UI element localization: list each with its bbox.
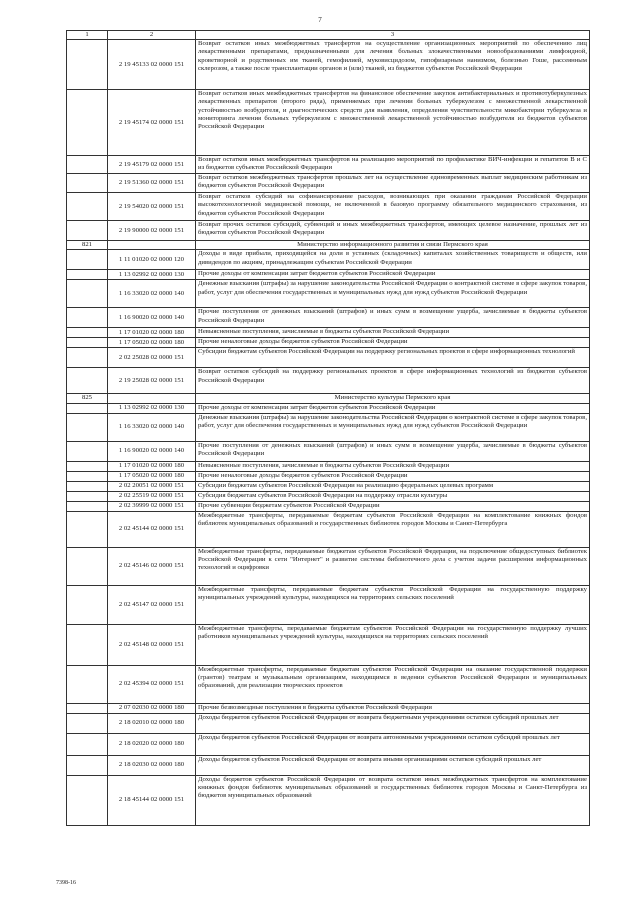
revenue-description-cell: Возврат остатков иных межбюджетных трансфертов на осуществление организационных мероприятий по обеспечению лиц лекарственными препаратами, предназначенными для лечения больных злокачественными новообразованиями лимфоидной, кроветворной и родственных им тканей, гемофилией, муковисцидозом, гипофизарным нанизмом, болезнью Гоше, рассеянным склерозом, а также после трансплантации органов и (или) тканей, из бюджетов субъектов Российской Федерации	[196, 40, 590, 90]
empty-cell	[67, 481, 108, 491]
revenue-description-cell: Невыясненные поступления, зачисляемые в бюджеты субъектов Российской Федерации	[196, 461, 590, 471]
empty-cell	[67, 413, 108, 441]
budget-code-cell: 2 19 51360 02 0000 151	[108, 174, 196, 193]
table-row	[67, 501, 590, 511]
table-row	[67, 221, 590, 241]
ministry-name-cell: Министерство культуры Пермского края	[196, 394, 590, 403]
empty-cell	[67, 491, 108, 501]
revenue-description-cell: Денежные взыскания (штрафы) за нарушение законодательства Российской Федерации о контрактной системе в сфере закупок товаров, работ, услуг для обеспечения государственных и муниципальных нужд для нужд субъектов Российской Федерации	[196, 413, 590, 441]
budget-code-cell: 2 02 45146 02 0000 151	[108, 547, 196, 585]
empty-cell	[108, 241, 196, 250]
revenue-description-cell: Межбюджетные трансферты, передаваемые бюджетам субъектов Российской Федерации на государственную поддержку муниципальных учреждений культуры, находящихся на территориях сельских поселений	[196, 585, 590, 624]
table-row	[67, 441, 590, 461]
table-row	[67, 471, 590, 481]
budget-code-cell: 1 13 02992 02 0000 130	[108, 270, 196, 280]
revenue-description-cell: Доходы бюджетов субъектов Российской Федерации от возврата бюджетными учреждениями остатков субсидий прошлых лет	[196, 713, 590, 733]
revenue-description-cell: Межбюджетные трансферты, передаваемые бюджетам субъектов Российской Федерации на оказание государственной поддержки (грантов) театрам и музыкальным организациям, находящимся в ведении субъектов Российской Федерации и муниципальных образований, для реализации творческих проектов	[196, 665, 590, 703]
page-number: 7	[318, 16, 322, 24]
table-row	[67, 624, 590, 665]
empty-cell	[67, 368, 108, 394]
budget-code-cell: 2 07 02030 02 0000 180	[108, 703, 196, 713]
empty-cell	[67, 441, 108, 461]
budget-code-cell: 1 11 01020 02 0000 120	[108, 250, 196, 270]
budget-code-cell: 2 18 02030 02 0000 180	[108, 755, 196, 775]
ministry-code-cell: 825	[67, 394, 108, 403]
revenue-description-cell: Межбюджетные трансферты, передаваемые бюджетам субъектов Российской Федерации, на подключение общедоступных библиотек Российской Федерации к сети "Интернет" и развитие системы библиотечного дела с учетом задачи расширения информационных технологий и оцифровки	[196, 547, 590, 585]
revenue-description-cell: Субсидии бюджетам субъектов Российской Федерации на реализацию федеральных целевых программ	[196, 481, 590, 491]
revenue-description-cell: Субсидия бюджетам субъектов Российской Федерации на поддержку отрасли культуры	[196, 491, 590, 501]
budget-code-cell: 2 19 45133 02 0000 151	[108, 40, 196, 90]
empty-cell	[67, 40, 108, 90]
section-header-row	[67, 241, 590, 250]
revenue-description-cell: Денежные взыскания (штрафы) за нарушение законодательства Российской Федерации о контрактной системе в сфере закупок товаров, работ, услуг для обеспечения государственных и муниципальных нужд для нужд субъектов Российской Федерации	[196, 280, 590, 308]
empty-cell	[67, 585, 108, 624]
budget-code-cell: 2 19 90000 02 0000 151	[108, 221, 196, 241]
empty-cell	[67, 221, 108, 241]
table-row	[67, 308, 590, 328]
revenue-description-cell: Прочие доходы от компенсации затрат бюджетов субъектов Российской Федерации	[196, 270, 590, 280]
table-row	[67, 174, 590, 193]
table-body	[67, 31, 590, 826]
budget-code-cell: 2 18 45144 02 0000 151	[108, 775, 196, 825]
budget-code-cell: 2 18 02010 02 0000 180	[108, 713, 196, 733]
empty-cell	[67, 90, 108, 156]
empty-cell	[67, 308, 108, 328]
revenue-description-cell: Доходы бюджетов субъектов Российской Федерации от возврата автономными учреждениями остатков субсидий прошлых лет	[196, 733, 590, 755]
empty-cell	[67, 501, 108, 511]
empty-cell	[67, 174, 108, 193]
table-row	[67, 338, 590, 348]
budget-code-cell: 2 19 54020 02 0000 151	[108, 193, 196, 221]
table-row	[67, 481, 590, 491]
column-header-2: 2	[108, 31, 196, 40]
empty-cell	[67, 156, 108, 174]
ministry-name-cell: Министерство информационного развития и связи Пермского края	[196, 241, 590, 250]
table-row	[67, 665, 590, 703]
revenue-description-cell: Субсидии бюджетам субъектов Российской Федерации на поддержку региональных проектов в сфере информационных технологий	[196, 348, 590, 368]
section-header-row	[67, 394, 590, 403]
table-row	[67, 156, 590, 174]
table-row	[67, 461, 590, 471]
revenue-description-cell: Межбюджетные трансферты, передаваемые бюджетам субъектов Российской Федерации на комплектование книжных фондов библиотек муниципальных образований и государственных библиотек городов Москвы и Санкт-Петербурга	[196, 511, 590, 547]
budget-code-cell: 2 02 25028 02 0000 151	[108, 348, 196, 368]
table-row	[67, 511, 590, 547]
table-row	[67, 193, 590, 221]
table-row	[67, 250, 590, 270]
revenue-description-cell: Возврат остатков иных межбюджетных трансфертов на финансовое обеспечение закупок антибактериальных и противотуберкулезных лекарственных препаратов (второго ряда), применяемых при лечении больных туберкулезом с множественной лекарственной устойчивостью возбудителя, и диагностических средств для выявления, определения чувствительности микобактерии туберкулеза и мониторинга лечения больных туберкулезом с множественной лекарственной устойчивостью возбудителя из бюджетов субъектов Российской Федерации	[196, 90, 590, 156]
table-row	[67, 328, 590, 338]
budget-code-cell: 2 02 25519 02 0000 151	[108, 491, 196, 501]
revenue-description-cell: Прочие поступления от денежных взысканий (штрафов) и иных сумм в возмещение ущерба, зачисляемые в бюджеты субъектов Российской Федерации	[196, 308, 590, 328]
revenue-description-cell: Прочие неналоговые доходы бюджетов субъектов Российской Федерации	[196, 338, 590, 348]
revenue-description-cell: Доходы бюджетов субъектов Российской Федерации от возврата остатков иных межбюджетных трансфертов на комплектование книжных фондов библиотек муниципальных образований и государственных библиотек городов Москвы и Санкт-Петербурга из бюджетов муниципальных образований	[196, 775, 590, 825]
table-row	[67, 413, 590, 441]
revenue-description-cell: Прочие субвенции бюджетам субъектов Российской Федерации	[196, 501, 590, 511]
revenue-description-cell: Возврат остатков субсидий на софинансирование расходов, возникающих при оказании гражданам Российской Федерации высокотехнологичной медицинской помощи, не включенной в базовую программу обязательного медицинского страхования, из бюджетов субъектов Российской Федерации	[196, 193, 590, 221]
table-row	[67, 90, 590, 156]
table-row	[67, 703, 590, 713]
empty-cell	[67, 775, 108, 825]
empty-cell	[67, 471, 108, 481]
table-row	[67, 547, 590, 585]
budget-code-cell: 2 02 20051 02 0000 151	[108, 481, 196, 491]
budget-code-cell: 1 16 33020 02 0000 140	[108, 413, 196, 441]
revenue-description-cell: Возврат остатков межбюджетных трансфертов прошлых лет на осуществление единовременных выплат медицинским работникам из бюджетов субъектов Российской Федерации	[196, 174, 590, 193]
document-footer-code: 7398-16	[56, 880, 76, 886]
table-row	[67, 755, 590, 775]
budget-code-cell: 1 16 90020 02 0000 140	[108, 308, 196, 328]
empty-cell	[67, 713, 108, 733]
empty-cell	[67, 547, 108, 585]
budget-code-cell: 1 16 33020 02 0000 140	[108, 280, 196, 308]
ministry-code-cell: 821	[67, 241, 108, 250]
empty-cell	[67, 338, 108, 348]
revenue-codes-table	[66, 30, 590, 826]
budget-code-cell: 1 17 01020 02 0000 180	[108, 461, 196, 471]
budget-code-cell: 2 02 45147 02 0000 151	[108, 585, 196, 624]
table-row	[67, 368, 590, 394]
empty-cell	[67, 733, 108, 755]
budget-code-cell: 2 02 45144 02 0000 151	[108, 511, 196, 547]
empty-cell	[108, 394, 196, 403]
empty-cell	[67, 703, 108, 713]
budget-code-cell: 2 18 02020 02 0000 180	[108, 733, 196, 755]
empty-cell	[67, 403, 108, 413]
empty-cell	[67, 755, 108, 775]
empty-cell	[67, 624, 108, 665]
revenue-description-cell: Возврат прочих остатков субсидий, субвенций и иных межбюджетных трансфертов, имеющих целевое назначение, прошлых лет из бюджетов субъектов Российской Федерации	[196, 221, 590, 241]
budget-code-cell: 2 19 45174 02 0000 151	[108, 90, 196, 156]
table-row	[67, 280, 590, 308]
budget-code-cell: 2 19 45179 02 0000 151	[108, 156, 196, 174]
table-row	[67, 348, 590, 368]
empty-cell	[67, 511, 108, 547]
revenue-description-cell: Возврат остатков субсидий на поддержку региональных проектов в сфере информационных технологий из бюджетов субъектов Российской Федерации	[196, 368, 590, 394]
budget-code-cell: 1 17 05020 02 0000 180	[108, 471, 196, 481]
budget-code-cell: 2 02 45394 02 0000 151	[108, 665, 196, 703]
table-row	[67, 585, 590, 624]
budget-code-cell: 2 02 39999 02 0000 151	[108, 501, 196, 511]
empty-cell	[67, 270, 108, 280]
budget-code-cell: 2 02 45148 02 0000 151	[108, 624, 196, 665]
budget-code-cell: 1 17 05020 02 0000 180	[108, 338, 196, 348]
table-row	[67, 733, 590, 755]
empty-cell	[67, 193, 108, 221]
revenue-description-cell: Прочие неналоговые доходы бюджетов субъектов Российской Федерации	[196, 471, 590, 481]
budget-code-cell: 1 16 90020 02 0000 140	[108, 441, 196, 461]
budget-code-cell: 1 17 01020 02 0000 180	[108, 328, 196, 338]
column-header-3: 3	[196, 31, 590, 40]
empty-cell	[67, 328, 108, 338]
revenue-description-cell: Прочие безвозмездные поступления в бюджеты субъектов Российской Федерации	[196, 703, 590, 713]
revenue-description-cell: Прочие доходы от компенсации затрат бюджетов субъектов Российской Федерации	[196, 403, 590, 413]
revenue-description-cell: Доходы бюджетов субъектов Российской Федерации от возврата иными организациями остатков субсидий прошлых лет	[196, 755, 590, 775]
table-row	[67, 40, 590, 90]
table-row	[67, 491, 590, 501]
revenue-description-cell: Доходы в виде прибыли, приходящейся на доли в уставных (складочных) капиталах хозяйственных товариществ и обществ, или дивидендов по акциям, принадлежащим субъектам Российской Федерации	[196, 250, 590, 270]
table-row	[67, 270, 590, 280]
revenue-description-cell: Прочие поступления от денежных взысканий (штрафов) и иных сумм в возмещение ущерба, зачисляемые в бюджеты субъектов Российской Федерации	[196, 441, 590, 461]
empty-cell	[67, 665, 108, 703]
table-row	[67, 713, 590, 733]
budget-code-cell: 1 13 02992 02 0000 130	[108, 403, 196, 413]
empty-cell	[67, 461, 108, 471]
revenue-description-cell: Межбюджетные трансферты, передаваемые бюджетам субъектов Российской Федерации на государственную поддержку лучших работников муниципальных учреждений культуры, находящихся на территориях сельских поселений	[196, 624, 590, 665]
empty-cell	[67, 348, 108, 368]
table-row	[67, 403, 590, 413]
table-row	[67, 775, 590, 825]
table-header-row	[67, 31, 590, 40]
column-header-1: 1	[67, 31, 108, 40]
budget-code-cell: 2 19 25028 02 0000 151	[108, 368, 196, 394]
revenue-description-cell: Возврат остатков иных межбюджетных трансфертов на реализацию мероприятий по профилактике ВИЧ-инфекции и гепатитов B и C из бюджетов субъектов Российской Федерации	[196, 156, 590, 174]
empty-cell	[67, 280, 108, 308]
empty-cell	[67, 250, 108, 270]
revenue-description-cell: Невыясненные поступления, зачисляемые в бюджеты субъектов Российской Федерации	[196, 328, 590, 338]
